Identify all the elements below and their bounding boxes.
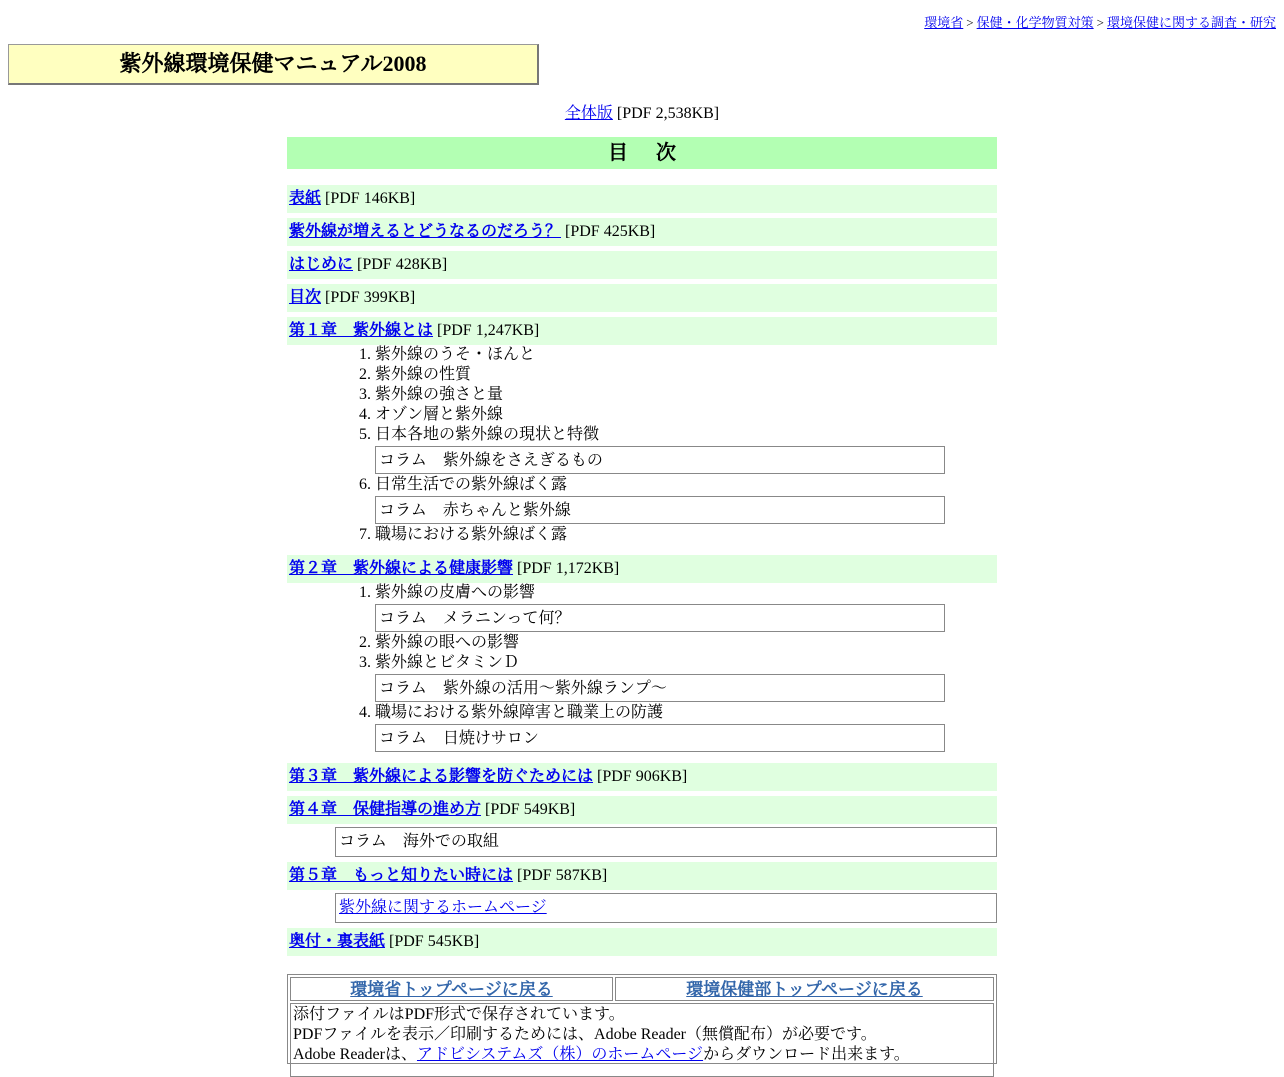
section-size: [PDF 545KB] — [389, 933, 480, 950]
list-item — [375, 425, 997, 474]
column-box: コラム 紫外線をさえぎるもの — [375, 446, 945, 474]
section-size: [PDF 428KB] — [357, 256, 448, 273]
section-link-chapter-3[interactable]: 第３章 紫外線による影響を防ぐためには — [289, 768, 594, 785]
section-size: [PDF 425KB] — [565, 223, 656, 240]
full-version-size: [PDF 2,538KB] — [616, 105, 720, 122]
page-title: 紫外線環境保健マニュアル2008 — [8, 44, 539, 85]
full-version-link[interactable]: 全体版 — [564, 105, 613, 122]
list-item — [375, 583, 997, 632]
column-box: コラム 紫外線の活用～紫外線ランプ～ — [375, 674, 945, 702]
column-box: コラム 海外での取組 — [335, 827, 997, 857]
list-item-label: 紫外線とビタミンＤ — [375, 654, 520, 671]
section-link-what-happens[interactable]: 紫外線が増えるとどうなるのだろう？ — [289, 223, 562, 240]
section-chapter-1 — [287, 317, 997, 345]
adobe-homepage-link[interactable]: アドビシステムズ（株）のホームページ — [416, 1046, 704, 1063]
section-size: [PDF 906KB] — [597, 768, 688, 785]
column-box: コラム 赤ちゃんと紫外線 — [375, 496, 945, 524]
list-item: 2. 紫外線の眼への影響 — [375, 633, 997, 653]
column-box: コラム メラニンって何？ — [375, 604, 945, 632]
section-link-colophon[interactable]: 奥付・裏表紙 — [289, 933, 386, 950]
list-item: 1. 紫外線のうそ・ほんと — [375, 345, 997, 365]
section-link-introduction[interactable]: はじめに — [289, 256, 354, 273]
list-item-label: 職場における紫外線障害と職業上の防護 — [375, 704, 664, 721]
breadcrumb-link-env[interactable]: 環境省 — [924, 15, 964, 30]
section-chapter-5 — [287, 862, 997, 890]
notice-line — [293, 1045, 991, 1065]
section-link-contents[interactable]: 目次 — [289, 289, 322, 306]
list-item: 3. 紫外線の強さと量 — [375, 385, 997, 405]
section-link-chapter-2[interactable]: 第２章 紫外線による健康影響 — [289, 560, 514, 577]
breadcrumb-link-research[interactable]: 環境保健に関する調査・研究 — [1106, 15, 1276, 30]
toc-heading-left: 目 — [608, 142, 628, 164]
pdf-notice — [290, 1003, 994, 1077]
section-chapter-4 — [287, 796, 997, 824]
back-to-env-top-link[interactable]: 環境省トップページに戻る — [350, 980, 553, 999]
list-item-label: 日常生活での紫外線ばく露 — [375, 476, 568, 493]
notice-line: 添付ファイルはPDF形式で保存されています。 — [293, 1006, 625, 1023]
list-item — [375, 475, 997, 524]
chapter-2-list — [287, 583, 997, 752]
uv-homepage-link[interactable]: 紫外線に関するホームページ — [339, 899, 547, 916]
chapter-1-list — [287, 345, 997, 545]
section-what-happens — [287, 218, 997, 246]
section-introduction — [287, 251, 997, 279]
section-colophon — [287, 928, 997, 956]
breadcrumb-separator: > — [966, 15, 974, 30]
section-size: [PDF 587KB] — [517, 867, 608, 884]
footer-nav-cell — [615, 977, 994, 1001]
full-version-row — [0, 100, 1284, 123]
section-contents — [287, 284, 997, 312]
toc-heading-right: 次 — [656, 142, 676, 164]
breadcrumb-separator: > — [1096, 15, 1104, 30]
column-box: コラム 日焼けサロン — [375, 724, 945, 752]
list-item-label: 日本各地の紫外線の現状と特徴 — [375, 426, 600, 443]
section-size: [PDF 1,172KB] — [517, 560, 620, 577]
section-size: [PDF 549KB] — [485, 801, 576, 818]
toc-container — [287, 137, 997, 956]
section-size: [PDF 146KB] — [325, 190, 416, 207]
section-link-chapter-1[interactable]: 第１章 紫外線とは — [289, 322, 434, 339]
section-cover — [287, 185, 997, 213]
back-to-health-top-link[interactable]: 環境保健部トップページに戻る — [686, 980, 923, 999]
list-item — [375, 653, 997, 702]
notice-line: PDFファイルを表示／印刷するためには、Adobe Reader（無償配布）が必要です。 — [293, 1026, 877, 1043]
section-chapter-2 — [287, 555, 997, 583]
notice-text: からダウンロード出来ます。 — [703, 1046, 910, 1063]
footer-box — [287, 974, 997, 1064]
list-item: 7. 職場における紫外線ばく露 — [375, 525, 997, 545]
column-box — [335, 893, 997, 923]
list-item — [375, 703, 997, 752]
section-size: [PDF 399KB] — [325, 289, 416, 306]
breadcrumb-link-health-chemical[interactable]: 保健・化学物質対策 — [976, 15, 1094, 30]
section-link-cover[interactable]: 表紙 — [289, 190, 322, 207]
breadcrumb — [924, 12, 1276, 31]
toc-heading — [287, 137, 997, 169]
section-size: [PDF 1,247KB] — [437, 322, 540, 339]
notice-text: Adobe Readerは、 — [293, 1046, 417, 1063]
footer-nav-cell — [290, 977, 613, 1001]
section-link-chapter-4[interactable]: 第４章 保健指導の進め方 — [289, 801, 482, 818]
footer-nav — [290, 977, 994, 1001]
list-item: 2. 紫外線の性質 — [375, 365, 997, 385]
section-chapter-3 — [287, 763, 997, 791]
section-link-chapter-5[interactable]: 第５章 もっと知りたい時には — [289, 867, 514, 884]
list-item: 4. オゾン層と紫外線 — [375, 405, 997, 425]
list-item-label: 紫外線の皮膚への影響 — [375, 584, 536, 601]
